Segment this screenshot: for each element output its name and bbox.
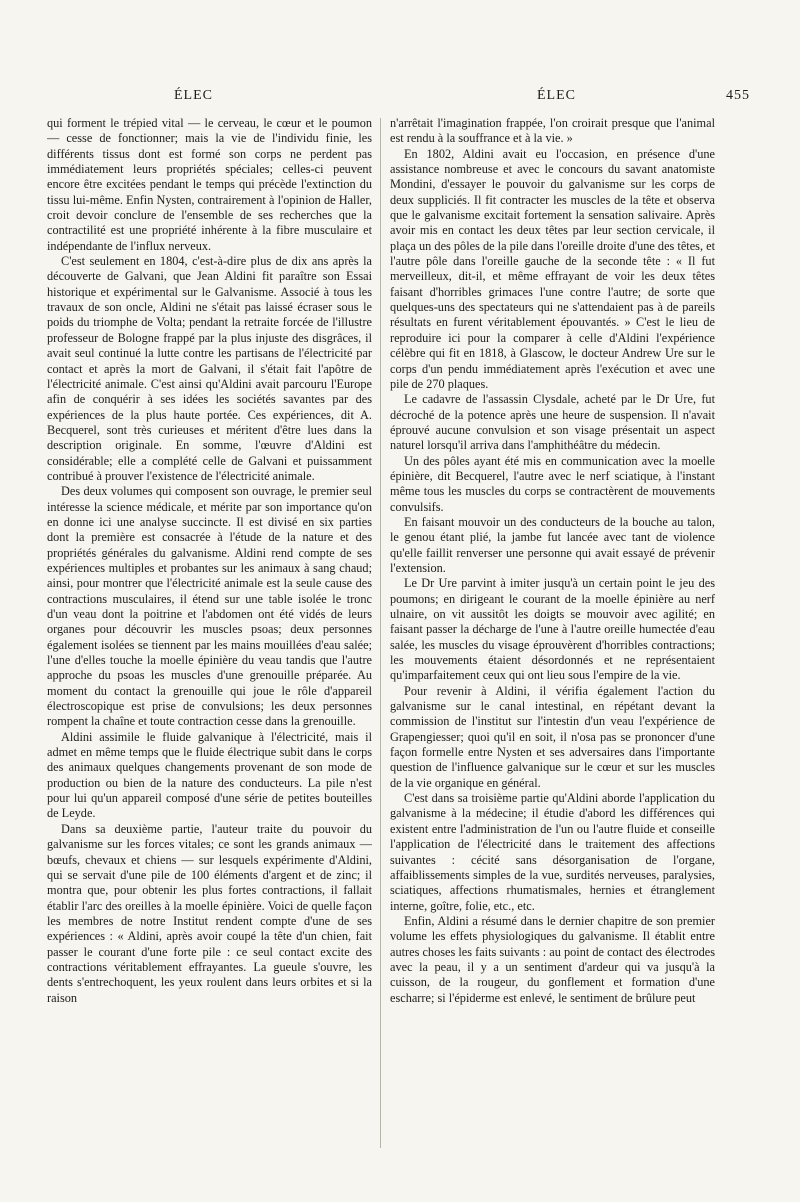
paragraph: Un des pôles ayant été mis en communication avec la moelle épinière, dit Becquerel, l'autre avec le nerf sciatique, à l'instant même tous les muscles du corps se contractèrent de mouvements convulsifs. <box>390 453 715 514</box>
paragraph: Enfin, Aldini a résumé dans le dernier chapitre de son premier volume les effets physiologiques du galvanisme. Il établit entre autres choses les faits suivants : au point de contact des électrodes avec la peau, il y a un sentiment d'ardeur qui va jusqu'à la cuisson, de la rougeur, du gonflement et formation d'une escharre; si l'épiderme est enlevé, le sentiment de brûlure peut <box>390 913 715 1005</box>
paragraph: Le Dr Ure parvint à imiter jusqu'à un certain point le jeu des poumons; en dirigeant le courant de la moelle épinière au nerf ulnaire, on vit aussitôt les doigts se mouvoir avec agilité; en faisant passer la décharge de l'une à l'autre oreille humectée d'eau salée, les muscles du visage éprouvèrent d'horribles contractions; les mouvements étaient désordonnés et ne représentaient qu'imparfaitement ceux qui ont lieu sous l'empire de la vie. <box>390 576 715 683</box>
left-running-title: ÉLEC <box>174 88 213 103</box>
left-column <box>47 116 372 1156</box>
paragraph: C'est seulement en 1804, c'est-à-dire plus de dix ans après la découverte de Galvani, que Jean Aldini fit paraître son Essai historique et expérimental sur le Galvanisme. Associé à tous les travaux de son oncle, Aldini ne s'était pas laissé écraser sous le poids du triomphe de Volta; pendant la retraite forcée de l'illustre professeur de Bologne frappé par la plus injuste des disgrâces, il avait seul continué la lutte contre les partisans de l'électricité par contact et après la mort de Galvani, il s'était fait l'apôtre de l'électricité animale. C'est ainsi qu'Aldini avait parcouru l'Europe afin de conquérir à ses idées les sociétés savantes par des expériences de la plus haute portée. Ces expériences, dit A. Becquerel, sont très curieuses et méritent d'être lues dans la description originale. En somme, l'œuvre d'Aldini est considérable; elle a complété celle de Galvani et puissamment contribué à prouver l'existence de l'électricité animale. <box>47 254 372 483</box>
right-column <box>390 116 715 1156</box>
column-divider <box>380 118 381 1148</box>
paragraph: Le cadavre de l'assassin Clysdale, acheté par le Dr Ure, fut décroché de la potence après une heure de suspension. Il n'avait éprouvé aucune convulsion et son visage présentait un aspect naturel lorsqu'il arriva dans l'amphithéâtre du médecin. <box>390 392 715 453</box>
paragraph: En 1802, Aldini avait eu l'occasion, en présence d'une assistance nombreuse et avec le concours du savant anatomiste Mondini, d'essayer le pouvoir du galvanisme sur les corps de deux suppliciés. Il fit contracter les muscles de la tête et observa que le galvanisme excitait fortement la sensation salivaire. Après avoir mis en contact les deux têtes par leur section cervicale, il plaça un des pôles de la pile dans l'oreille droite d'une des têtes, et l'autre pôle dans l'oreille gauche de la seconde tête : « Il fut merveilleux, dit-il, et même effrayant de voir les deux têtes faisant d'horribles grimaces l'une contre l'autre; de sorte que quelques-uns des spectateurs qui ne s'attendaient pas à de pareils résultats en furent véritablement épouvantés. » C'est le lieu de reproduire ici pour la comparer à celle d'Aldini l'expérience célèbre qui fit en 1818, à Glascow, le docteur Andrew Ure sur le corps d'un pendu immédiatement après l'exécution et avec une pile de 270 plaques. <box>390 146 715 391</box>
paragraph: qui forment le trépied vital — le cerveau, le cœur et le poumon — cesse de fonctionner; mais la vie de l'individu finie, les différents tissus dont est formé son corps ne perdent pas immédiatement leurs propriétés spéciales; celles-ci peuvent encore être excitées pendant le temps qui précède l'extinction du tissu lui-même. Enfin Nysten, contrairement à l'opinion de Haller, croit devoir conclure de l'ensemble de ses recherches que la contractilité est une propriété inhérente à la fibre musculaire et indépendante de l'influx nerveux. <box>47 116 372 253</box>
paragraph: Dans sa deuxième partie, l'auteur traite du pouvoir du galvanisme sur les forces vitales; ce sont les grands animaux — bœufs, chevaux et chiens — sur lesquels expérimente d'Aldini, qui se servait d'une pile de 100 éléments d'argent et de zinc; il montra que, pour obtenir les plus fortes contractions, il fallait établir l'arc des oreilles à la moelle épinière. Voici de quelle façon les membres de notre Institut rendent compte d'une de ses expériences : « Aldini, après avoir coupé la tête d'un chien, fait passer le courant d'une forte pile : ce seul contact excite des contractions véritablement effrayantes. La gueule s'ouvre, les dents s'entrechoquent, les yeux roulent dans leurs orbites et si la raison <box>47 821 372 1005</box>
paragraph: n'arrêtait l'imagination frappée, l'on croirait presque que l'animal est rendu à la souffrance et à la vie. » <box>390 116 715 146</box>
paragraph: Aldini assimile le fluide galvanique à l'électricité, mais il admet en même temps que le fluide électrique subit dans le corps des animaux quelques changements provenant de son mode de production ou bien de la nature des conducteurs. La pile n'est pour lui qu'un appareil composé d'une série de petites bouteilles de Leyde. <box>47 729 372 821</box>
paragraph: Pour revenir à Aldini, il vérifia également l'action du galvanisme sur le canal intestinal, en répétant devant la commission de l'institut sur l'intestin d'un veau l'expérience de Grapengiesser; quoi qu'il en soit, il n'osa pas se prononcer d'une façon formelle entre Nysten et ses adversaires dans l'importante question de l'influence galvanique sur le cœur et sur les muscles de la vie organique en général. <box>390 683 715 790</box>
running-header <box>44 88 750 112</box>
paragraph: En faisant mouvoir un des conducteurs de la bouche au talon, le genou étant plié, la jambe fut lancée avec tant de violence qu'elle faillit renverser une personne qui avait essayé de prévenir l'extension. <box>390 514 715 575</box>
paragraph: Des deux volumes qui composent son ouvrage, le premier seul intéresse la science médicale, et mérite par son importance qu'on en donne ici une analyse succincte. Il est divisé en six parties dont la première est consacrée à l'étude de la nature et des propriétés générales du galvanisme. Aldini rend compte de ses expériences multiples et probantes sur les animaux à sang chaud; ainsi, pour montrer que l'électricité animale est la seule cause des contractions musculaires, il étend sur une table isolée le tronc d'un veau dont la poitrine et l'abdomen ont été vidés de leurs organes pour découvrir les muscles psoas; deux personnes également isolées se tiennent par les mains mouillées d'eau salée; l'une d'elles touche la moelle épinière du veau tandis que l'autre approche du psoas les muscles d'une grenouille préparée. Au moment du contact la grenouille qui joue le rôle d'appareil électroscopique est prise de convulsions; les deux personnes rompent la chaîne et toute contraction cesse dans la grenouille. <box>47 484 372 729</box>
page-number: 455 <box>726 88 750 103</box>
right-running-title: ÉLEC <box>537 88 576 103</box>
paragraph: C'est dans sa troisième partie qu'Aldini aborde l'application du galvanisme à la médecine; il étudie d'abord les différences qui existent entre l'administration de l'un ou l'autre fluide et conseille l'application de l'électricité dans le traitement des affections suivantes : cécité sans désorganisation de l'organe, affaiblissements simples de la vue, surdités nerveuses, paralysies, sciatiques, affections rhumatismales, hernies et étranglement interne, goître, folie, etc., etc. <box>390 791 715 913</box>
